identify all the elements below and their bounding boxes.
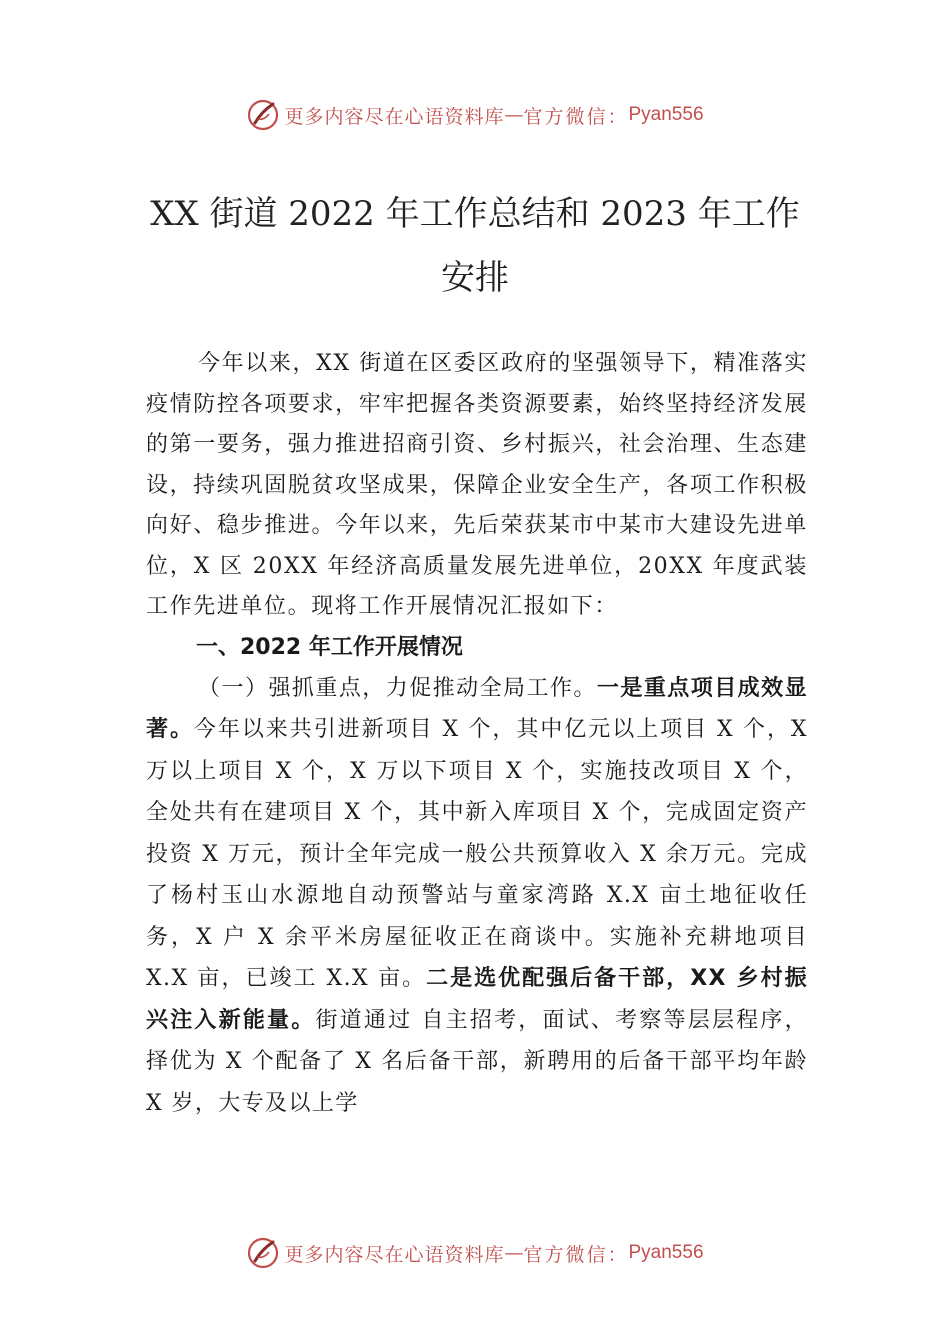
intro-paragraph: [146, 344, 808, 628]
point-two-heading: 二是选优配强后备干部，XX 乡村振兴注入新能量。: [146, 966, 809, 1033]
section-paragraph: [146, 668, 808, 1125]
brush-logo-icon: [246, 1236, 280, 1270]
watermark-separator: —: [504, 104, 524, 126]
subsection-title: （一）强抓重点，力促推动全局工作。: [198, 675, 597, 701]
document-title-line2: 安排: [441, 258, 509, 298]
section-heading: 一、2022 年工作开展情况: [196, 634, 463, 660]
watermark-text: 更多内容尽在心语资料库: [284, 1243, 505, 1266]
intro-text: 今年以来，XX 街道在区委区政府的坚强领导下，精准落实疫情防控各项要求，牢牢把握各类资源要素，始终坚持经济发展的第一要务，强力推进招商引资、乡村振兴，社会治理、生态建设，持续巩固脱贫攻坚成果，保障企业安全生产，各项工作积极向好、稳步推进。今年以来，先后荣获某市中某市大建设先进单位，X 区 20XX 年经济高质量发展先进单位，20XX 年度武装工作先进单位。现将工作开展情况汇报如下：: [146, 351, 808, 619]
document-title-line1: XX 街道 2022 年工作总结和 2023 年工作: [150, 194, 800, 234]
wechat-id: Pyan556: [628, 104, 704, 125]
point-one-heading: 一是重点项目成效显著。: [146, 675, 808, 742]
watermark-banner-top: [0, 95, 950, 135]
point-two-text: 街道通过 自主招考，面试、考察等层层程序，择优为 X 个配备了 X 名后备干部，新聘用的后备干部平均年龄 X 岁，大专及以上学: [146, 1007, 808, 1116]
point-one-text: 今年以来共引进新项目 X 个，其中亿元以上项目 X 个，X 万以上项目 X 个，X 万以下项目 X 个，实施技改项目 X 个，全处共有在建项目 X 个，其中新入库项目 X 个，完成固定资产投资 X 万元，预计全年完成一般公共预算收入 X 余万元。完成了杨村玉山水源地自动预警站与童家湾路 X.X 亩土地征收任务，X 户 X 余平米房屋征收正在商谈中。实施补充耕地项目 X.X 亩，已竣工 X.X 亩。: [146, 717, 808, 991]
watermark-banner-bottom: [0, 1233, 950, 1273]
wechat-id: Pyan556: [628, 1242, 704, 1263]
wechat-label: 官方微信：: [523, 1243, 629, 1266]
document-body: [146, 344, 808, 1124]
watermark-text: 更多内容尽在心语资料库: [284, 105, 505, 128]
wechat-label: 官方微信：: [523, 105, 629, 128]
brush-logo-icon: [246, 98, 280, 132]
watermark-separator: —: [504, 1242, 524, 1264]
